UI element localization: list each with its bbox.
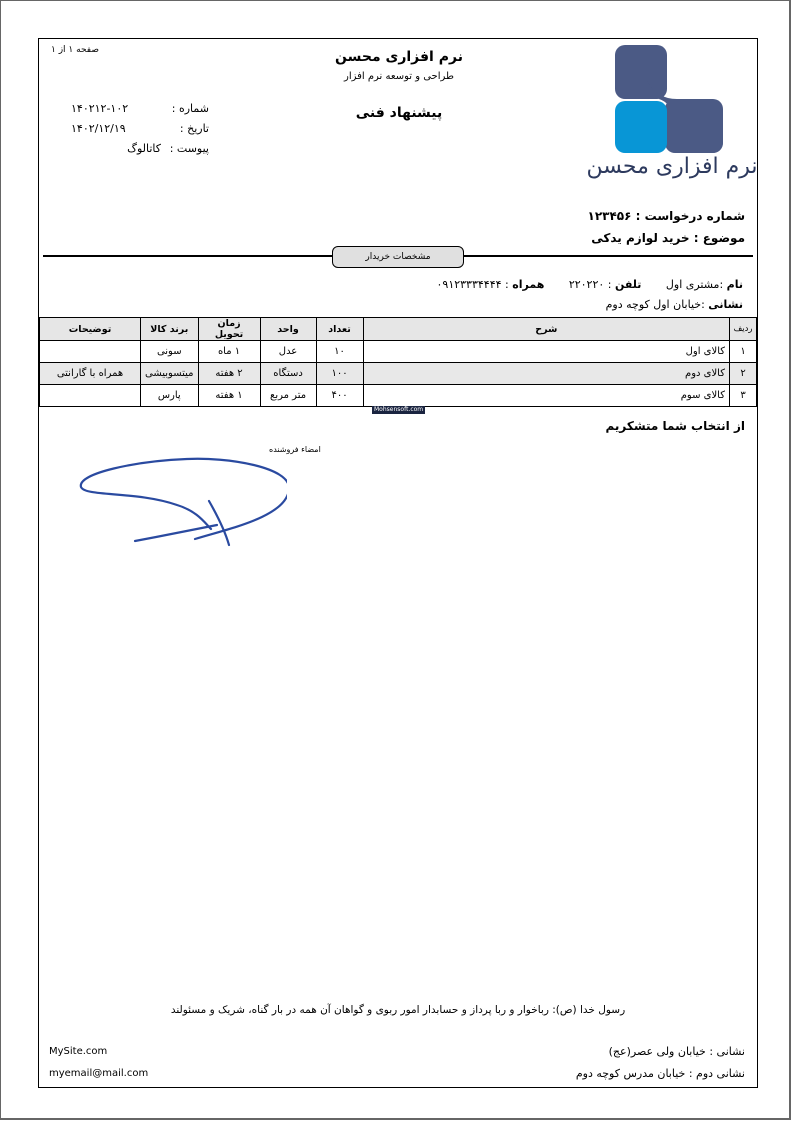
buyer-phone-value: : ۲۲۰۲۲۰ <box>568 278 612 291</box>
meta-date <box>69 119 209 139</box>
col-header-notes: توضیحات <box>40 318 141 341</box>
request-number <box>588 205 746 227</box>
col-header-brand: برند کالا <box>141 318 199 341</box>
footer-email: myemail@mail.com <box>49 1068 149 1079</box>
col-header-row-number: ردیف <box>730 318 757 341</box>
meta-number <box>69 99 209 119</box>
col-header-delivery: زمان تحویل <box>198 318 260 341</box>
company-logo <box>587 41 757 189</box>
request-number-value: ۱۲۳۴۵۶ <box>587 209 632 223</box>
meta-number-value: ۱۴۰۲۱۲-۱۰۲ <box>71 102 129 115</box>
footer-contact <box>49 1041 148 1085</box>
buyer-address-value: :خیابان اول کوچه دوم <box>605 298 705 311</box>
footer-website: MySite.com <box>49 1046 108 1057</box>
cell-description: کالای دوم <box>363 363 729 385</box>
meta-attachment-label: پیوست : <box>169 142 209 155</box>
cell-brand: سونی <box>141 341 199 363</box>
document-page <box>38 38 758 1088</box>
buyer-address-row <box>437 295 743 315</box>
request-subject <box>588 227 746 249</box>
cell-notes <box>40 385 141 407</box>
table-row <box>40 385 757 407</box>
col-header-description: شرح <box>363 318 729 341</box>
items-table <box>39 317 757 407</box>
footer-address-1: نشانی : خیابان ولی عصر(عج) <box>608 1045 745 1058</box>
cell-quantity: ۴۰۰ <box>316 385 363 407</box>
cell-notes <box>40 341 141 363</box>
cell-unit: متر مربع <box>260 385 316 407</box>
company-name: نرم افزاری محسن <box>335 49 463 65</box>
buyer-name-value: :مشتری اول <box>665 278 724 291</box>
company-subtitle: طراحی و توسعه نرم افزار <box>343 71 454 82</box>
buyer-address-label: نشانی <box>708 298 743 311</box>
signature-icon <box>77 449 287 549</box>
footer-address-2: نشانی دوم : خیابان مدرس کوچه دوم <box>575 1067 745 1080</box>
table-row <box>40 341 757 363</box>
buyer-mobile-value: : ۰۹۱۲۳۳۳۴۴۴۴ <box>436 278 509 291</box>
logo-mark-icon <box>587 41 757 189</box>
table-row <box>40 363 757 385</box>
cell-description: کالای سوم <box>363 385 729 407</box>
buyer-mobile-label: همراه <box>512 278 545 291</box>
request-info <box>588 205 746 249</box>
meta-attachment <box>69 139 209 159</box>
buyer-phone-label: تلفن <box>614 278 642 291</box>
meta-attachment-value: کاتالوگ <box>127 142 161 155</box>
letter-meta <box>69 99 209 159</box>
buyer-name-label: نام <box>726 278 743 291</box>
cell-quantity: ۱۰۰ <box>316 363 363 385</box>
cell-notes: همراه با گارانتی <box>40 363 141 385</box>
col-header-unit: واحد <box>260 318 316 341</box>
cell-row-number: ۲ <box>730 363 757 385</box>
thanks-message: از انتخاب شما متشکریم <box>605 419 745 433</box>
cell-delivery: ۲ هفته <box>198 363 260 385</box>
footer-addresses <box>576 1041 745 1085</box>
col-header-quantity: تعداد <box>316 318 363 341</box>
table-header-row <box>40 318 757 341</box>
page-indicator: صفحه ۱ از ۱ <box>51 45 99 55</box>
cell-delivery: ۱ ماه <box>198 341 260 363</box>
meta-date-label: تاریخ : <box>179 122 209 135</box>
request-number-label: شماره درخواست : <box>635 209 745 223</box>
request-subject-label: موضوع : <box>693 231 745 245</box>
cell-unit: عدل <box>260 341 316 363</box>
cell-description: کالای اول <box>363 341 729 363</box>
cell-unit: دستگاه <box>260 363 316 385</box>
seller-signature <box>77 449 287 549</box>
cell-row-number: ۱ <box>730 341 757 363</box>
seller-signature-label: امضاء فروشنده <box>269 445 321 454</box>
buyer-contact-row <box>437 275 743 295</box>
svg-text:نرم افزاری محسن: نرم افزاری محسن <box>587 154 757 179</box>
watermark: Mohsensoft.com <box>374 406 424 413</box>
cell-quantity: ۱۰ <box>316 341 363 363</box>
buyer-section-label: مشخصات خریدار <box>332 246 464 268</box>
buyer-info <box>437 275 743 315</box>
request-subject-value: خرید لوازم یدکی <box>591 231 690 245</box>
cell-row-number: ۳ <box>730 385 757 407</box>
meta-number-label: شماره : <box>171 102 209 115</box>
hadith-quote: رسول خدا (ص): رباخوار و ربا پرداز و حسابدار امور ربوی و گواهان آن همه در بار گناه، شریک و مسئولند <box>170 1004 626 1016</box>
cell-brand: میتسوبیشی <box>141 363 199 385</box>
cell-brand: پارس <box>141 385 199 407</box>
document-title: پیشنهاد فنی <box>355 105 443 121</box>
cell-delivery: ۱ هفته <box>198 385 260 407</box>
meta-date-value: ۱۴۰۲/۱۲/۱۹ <box>71 122 126 135</box>
